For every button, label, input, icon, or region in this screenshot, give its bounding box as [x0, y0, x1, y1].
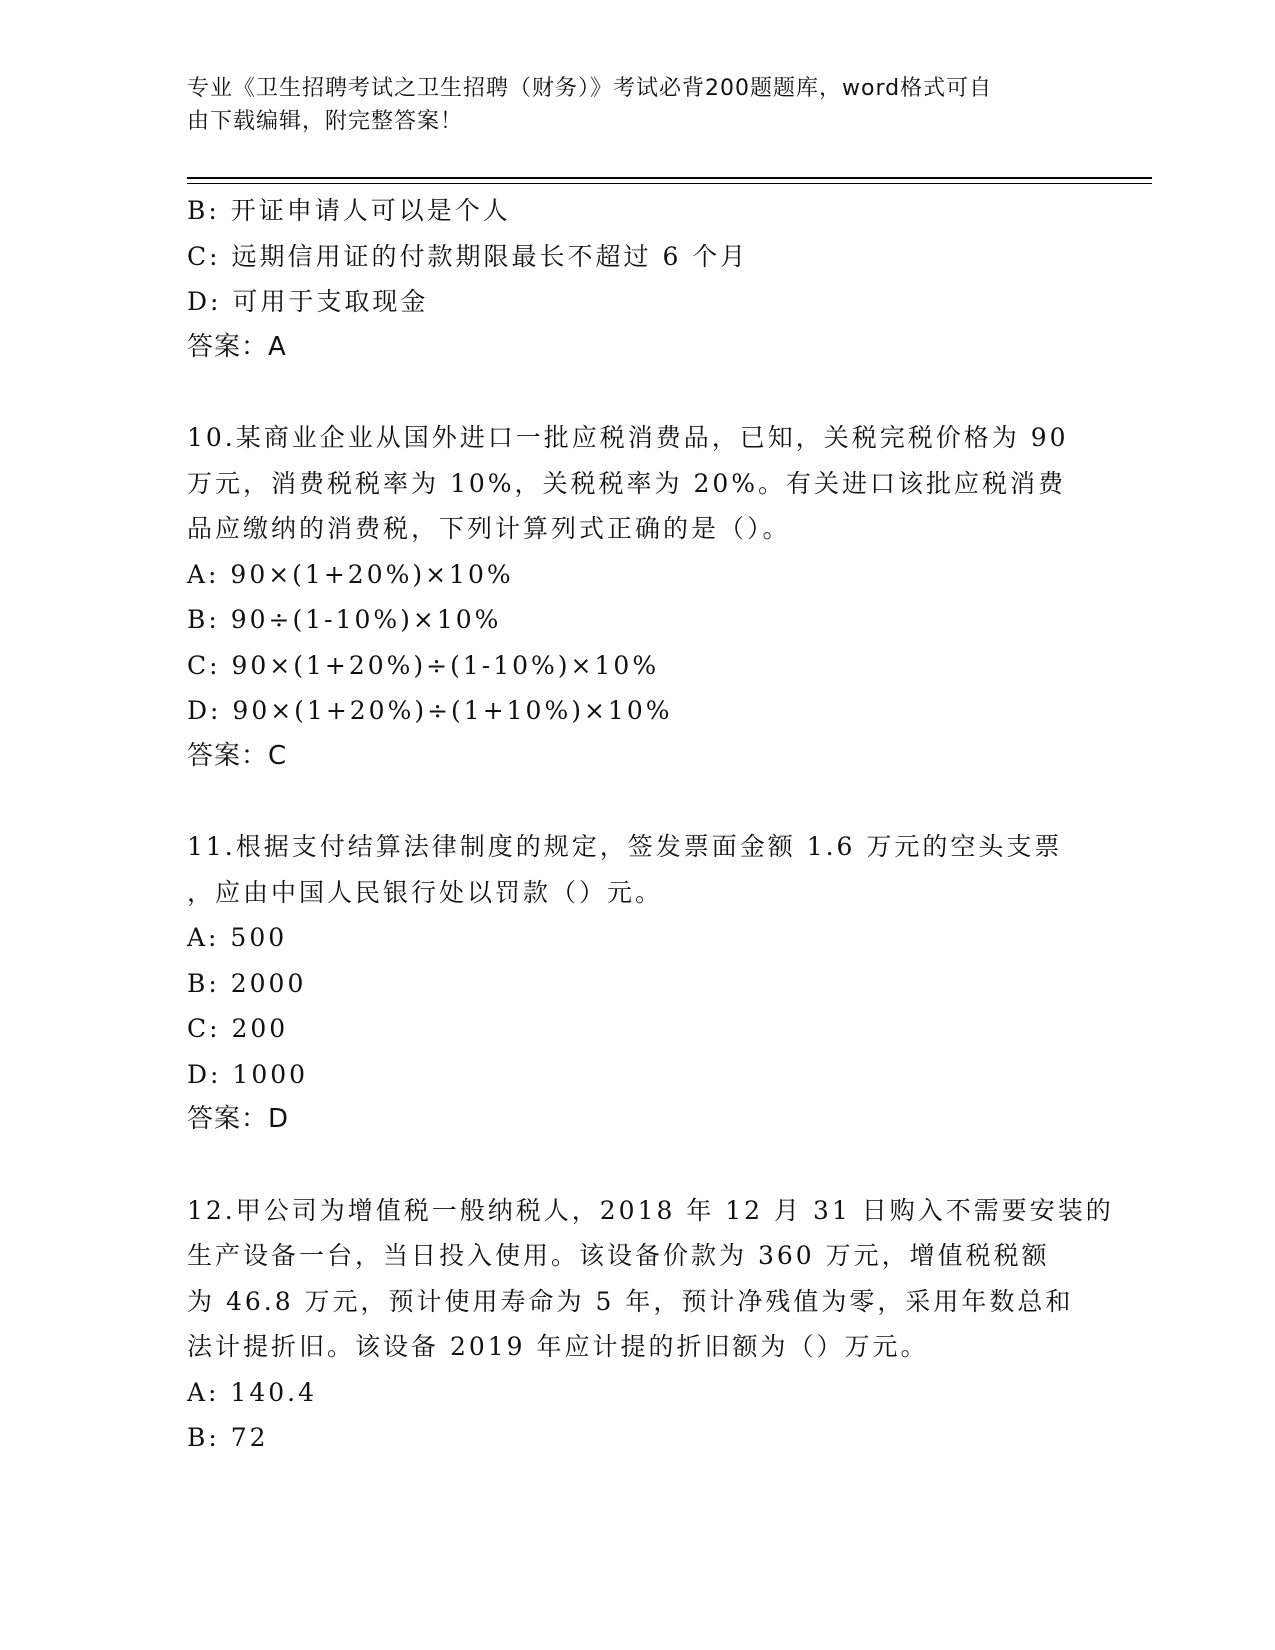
q12-stem-line-3: 为 46.8 万元，预计使用寿命为 5 年，预计净残值为零，采用年数总和: [187, 1286, 1074, 1316]
header-line-1: 专业《卫生招聘考试之卫生招聘（财务）》考试必背200题题库，word格式可自: [187, 76, 993, 101]
q9-option-b: B: 开证申请人可以是个人: [187, 196, 511, 225]
q11-option-c: C: 200: [187, 1014, 289, 1043]
q12-stem-line-2: 生产设备一台，当日投入使用。该设备价款为 360 万元，增值税税额: [187, 1241, 1050, 1270]
q11-answer: 答案：D: [187, 1104, 290, 1134]
q10-answer: 答案：C: [187, 740, 288, 771]
q12-stem-line-4: 法计提折旧。该设备 2019 年应计提的折旧额为（）万元。: [187, 1332, 929, 1361]
q11-option-d: D: 1000: [187, 1059, 309, 1089]
header-rule-thick: [187, 177, 1152, 179]
q10-stem-line-1: 10.某商业企业从国外进口一批应税消费品，已知，关税完税价格为 90: [187, 423, 1069, 452]
q12-option-b: B: 72: [187, 1423, 269, 1452]
q9-option-d: D: 可用于支取现金: [187, 287, 429, 316]
q9-answer: 答案：A: [187, 331, 287, 362]
q10-stem-line-3: 品应缴纳的消费税，下列计算列式正确的是（）。: [187, 514, 791, 543]
question-content: [187, 188, 1114, 1461]
spacer: [187, 1143, 1087, 1188]
document-header: [187, 72, 1067, 138]
q12-option-a: A: 140.4: [187, 1377, 317, 1407]
spacer: [187, 370, 1087, 415]
header-line-2: 由下载编辑，附完整答案！: [187, 109, 464, 134]
q10-option-d: D: 90×(1+20%)÷(1+10%)×10%: [187, 696, 673, 725]
q10-stem-line-2: 万元，消费税税率为 10%，关税税率为 20%。有关进口该批应税消费: [187, 468, 1067, 498]
header-rule-thin: [187, 183, 1152, 184]
q11-stem-line-1: 11.根据支付结算法律制度的规定，签发票面金额 1.6 万元的空头支票: [187, 832, 1063, 861]
q10-option-a: A: 90×(1+20%)×10%: [187, 559, 514, 589]
q10-option-b: B: 90÷(1-10%)×10%: [187, 605, 502, 634]
q9-option-c: C: 远期信用证的付款期限最长不超过 6 个月: [187, 241, 749, 271]
q10-option-c: C: 90×(1+20%)÷(1-10%)×10%: [187, 650, 660, 680]
q12-stem-line-1: 12.甲公司为增值税一般纳税人，2018 年 12 月 31 日购入不需要安装的: [187, 1195, 1114, 1225]
q11-option-a: A: 500: [187, 923, 288, 952]
q11-stem-line-2: ，应由中国人民银行处以罚款（）元。: [187, 877, 664, 907]
q11-option-b: B: 2000: [187, 968, 307, 998]
spacer: [187, 779, 1087, 824]
